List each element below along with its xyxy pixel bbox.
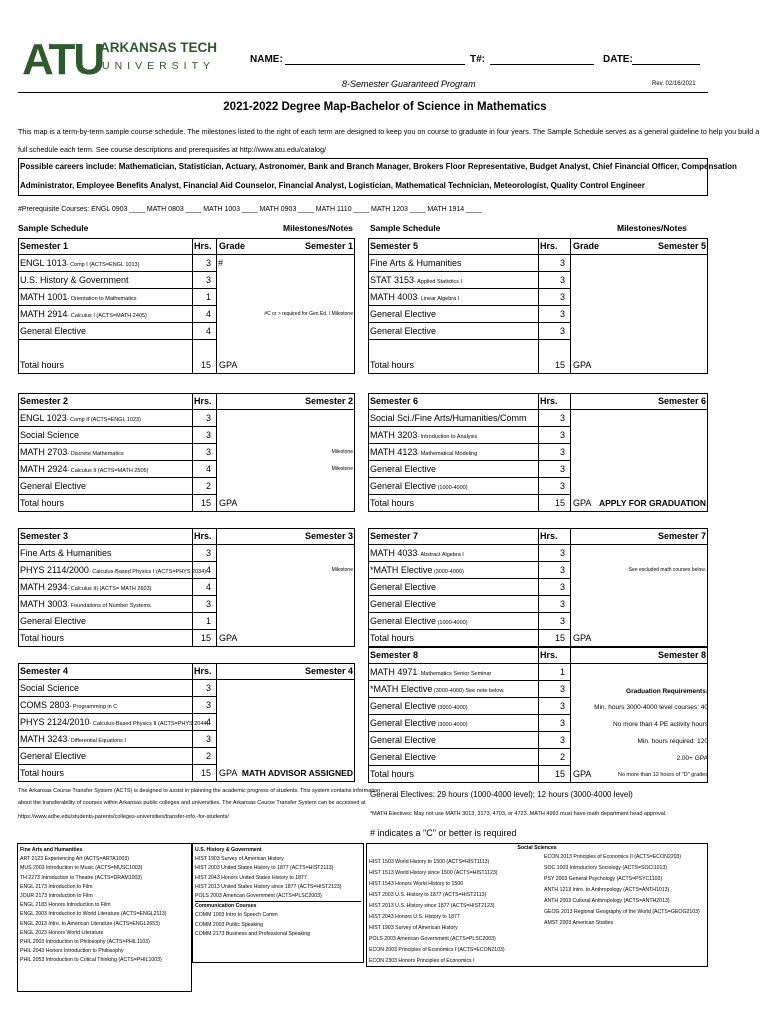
course-hours: 3: [205, 599, 211, 609]
course-code: *MATH Elective: [370, 565, 433, 575]
gpa-label: GPA: [219, 360, 238, 370]
total-hours: 15: [554, 498, 565, 508]
course-code: ENGL 1023: [20, 413, 67, 423]
total-label: Total hours: [370, 633, 415, 643]
list-item: PSY 2003 General Psychology (ACTS=PSYC1103): [544, 876, 663, 882]
course-hours: 3: [205, 734, 211, 744]
list-item: ENGL 2013 Intro. to American Literature (ACTS=ENGL2653): [20, 920, 160, 927]
list-item: ENGL 2183 Honors Introduction to Film: [20, 902, 111, 909]
course-name: [370, 582, 436, 592]
course-code: Social Sci./Fine Arts/Humanities/Comm: [370, 413, 527, 423]
social-sciences-right: [544, 852, 706, 929]
total-hours: 15: [200, 360, 211, 370]
course-code: General Elective: [370, 718, 437, 728]
course-desc: (3000-4000) See note below.: [432, 688, 505, 694]
list-item: HIST 1503 World History to 1500 (ACTS=HIST1113): [369, 859, 490, 865]
course-hours: 3: [559, 430, 565, 440]
divider: [570, 647, 571, 783]
course-name: [370, 447, 477, 457]
total-hours: 15: [200, 498, 211, 508]
milestones-right: Milestones/Notes: [617, 223, 687, 233]
course-hours: 1: [205, 616, 211, 626]
math-electives-note: *MATH Electives: May not use MATH 3013, 3173, 4703, or 4723. MATH 4993 must have math department head approval.: [370, 811, 667, 817]
course-code: MATH 4971: [370, 667, 418, 677]
course-name: [370, 701, 468, 711]
program-label: 8-Semester Guaranteed Program: [342, 79, 476, 89]
name-label: NAME:: [250, 54, 283, 65]
course-code: MATH 1001: [20, 292, 68, 302]
total-hours: 15: [554, 360, 565, 370]
course-hours: 4: [205, 565, 211, 575]
course-grade[interactable]: #: [218, 258, 224, 268]
course-desc: - Calculus-Based Physics I (ACTS=PHYS 2034): [88, 569, 207, 575]
course-desc: - Calculus II (ACTS=MATH 2505): [67, 468, 149, 474]
hrs-header: Hrs.: [194, 241, 212, 251]
course-code: General Elective: [370, 701, 437, 711]
course-name: [370, 616, 468, 626]
list-item: HIST 1543 Honors World History to 1500: [369, 881, 464, 887]
elective-note: See excluded math courses below.: [628, 567, 706, 573]
course-desc: - Foundations of Number Systems: [67, 603, 151, 609]
list-item: COMM 2173 Business and Professional Speaking: [195, 930, 311, 937]
course-name: [20, 326, 86, 336]
course-hours: 3: [559, 718, 565, 728]
course-hours: 3: [559, 701, 565, 711]
course-hours: 3: [559, 309, 565, 319]
grade-header: Grade: [219, 241, 246, 251]
gpa-label: GPA: [573, 769, 592, 779]
list-item: HIST 1513 World History since 1500 (ACTS=HIST1123): [369, 870, 498, 876]
course-hours: 4: [205, 464, 211, 474]
list-item: HIST 2043 Honors United States History to 1877: [195, 874, 307, 881]
date-field[interactable]: [632, 64, 700, 65]
intro-line-2: full schedule each term. See course descriptions and prerequisites at http://www.atu.edu/catalog/: [18, 145, 327, 154]
semester-title-right: Semester 6: [657, 396, 706, 406]
semester-title: Semester 6: [370, 396, 419, 406]
logo-mark: ATU: [22, 35, 104, 84]
semester-title: Semester 4: [20, 666, 69, 676]
course-hours: 3: [559, 616, 565, 626]
course-desc: (3000-4000): [436, 705, 468, 711]
acts-note-1: The Arkansas Course Transfer System (ACTS) is designed to assist in planning the academic progress of students. This system contains information: [18, 788, 381, 794]
total-row: [18, 495, 355, 512]
divider: [570, 238, 571, 374]
course-code: Fine Arts & Humanities: [370, 258, 462, 268]
course-name: [370, 718, 468, 728]
gpa-label: GPA: [573, 360, 592, 370]
course-name: [370, 548, 464, 558]
grad-req-title: Graduation Requirements:: [626, 688, 708, 695]
total-hours: 15: [554, 633, 565, 643]
course-desc: - Programming in C: [69, 704, 118, 710]
total-row: [18, 357, 355, 374]
course-code: General Elective: [370, 309, 437, 319]
course-name: [20, 309, 147, 319]
grad-req-3: Min. hours required: 120: [637, 738, 708, 745]
list-item: SOC 1003 Introductory Sociology (ACTS=SOCI1013): [544, 865, 667, 871]
semester-title: Semester 8: [370, 650, 419, 660]
milestone-note: #C or > required for Gen Ed. / Milestone: [264, 311, 353, 317]
course-code: U.S. History & Government: [20, 275, 129, 285]
course-name: [20, 734, 126, 744]
milestone-note: Milestone: [331, 466, 353, 472]
list-item: ENGL 2003 Introduction to World Literature (ACTS=ENGL2113): [20, 911, 167, 918]
course-code: General Elective: [370, 616, 437, 626]
grad-req-4: 2.00+ GPA: [676, 755, 708, 762]
semester-title: Semester 2: [20, 396, 69, 406]
course-hours: 3: [559, 684, 565, 694]
course-desc: - Linear Algebra I: [417, 296, 460, 302]
course-name: [20, 582, 151, 592]
hrs-header: Hrs.: [194, 666, 212, 676]
total-hours: 15: [200, 633, 211, 643]
c-or-better-note: # indicates a "C" or better is required: [370, 828, 517, 838]
grade-header: Grade: [573, 241, 600, 251]
course-hours: 3: [559, 548, 565, 558]
list-item: MUS 2003 Introduction to Music (ACTS=MUSC1003): [20, 865, 143, 872]
list-item: HIST 2003 U.S. History to 1877 (ACTS=HIST2113): [369, 892, 487, 898]
course-hours: 1: [559, 667, 565, 677]
course-code: ENGL 1013: [20, 258, 67, 268]
course-hours: 4: [205, 309, 211, 319]
course-code: General Elective: [20, 326, 87, 336]
course-hours: 3: [205, 430, 211, 440]
logo-university-name: ARKANSAS TECH: [100, 40, 218, 55]
advisor-milestone: MATH ADVISOR ASSIGNED: [241, 768, 353, 778]
course-hours: 3: [559, 481, 565, 491]
list-item: HIST 1903 Survey of American History: [369, 925, 458, 931]
fine-arts-title: Fine Arts and Humanities: [20, 847, 83, 853]
course-desc: (1000-4000): [436, 620, 468, 626]
list-item: PHIL 2003 Introduction to Philosophy (ACTS=PHIL1103): [20, 939, 150, 946]
list-item: ART 2123 Experiencing Art (ACTS=ARTA1003): [20, 856, 130, 863]
course-code: General Elective: [370, 464, 437, 474]
course-desc: - Abstract Algebra I: [417, 552, 464, 558]
course-hours: 3: [559, 292, 565, 302]
name-field[interactable]: [285, 64, 465, 65]
course-hours: 3: [559, 447, 565, 457]
course-name: [370, 292, 459, 302]
course-code: Fine Arts & Humanities: [20, 548, 112, 558]
course-desc: - Mathematical Modeling: [417, 451, 478, 457]
course-hours: 3: [205, 447, 211, 457]
course-name: [370, 275, 462, 285]
course-hours: 3: [559, 599, 565, 609]
course-desc: - Calculus I (ACTS=MATH 2405): [67, 313, 147, 319]
course-name: [20, 700, 117, 710]
course-code: MATH 2934: [20, 582, 68, 592]
list-item: TH 2273 Introduction to Theatre (ACTS=DRAM1003): [20, 874, 143, 881]
course-hours: 3: [205, 275, 211, 285]
course-name: [370, 464, 436, 474]
acts-link[interactable]: https://www.adhe.edu/students-parents/colleges-universities/transfer-info.-for-students/: [18, 814, 229, 820]
acts-note-2: about the transferability of courses within Arkansas public colleges and universities. The Arkansas Course Transfer System can be accessed at: [18, 800, 366, 806]
course-hours: 3: [559, 258, 565, 268]
course-code: General Elective: [20, 616, 87, 626]
intro-line-1: This map is a term-by-term sample course schedule. The milestones listed to the right of each term are designed to keep you on course to graduate in four years. The Sample Schedule serves as a general guideline to help you build a: [18, 127, 760, 136]
course-hours: 3: [559, 413, 565, 423]
course-desc: - Calculus-Based Physics II (ACTS=PHYS 2044): [89, 721, 209, 727]
list-item: PHIL 2043 Honors Introduction to Philosophy: [20, 948, 124, 955]
graduation-milestone: APPLY FOR GRADUATION: [598, 498, 706, 508]
course-name: [20, 565, 206, 575]
course-name: [20, 683, 79, 693]
page-title: 2021-2022 Degree Map-Bachelor of Science in Mathematics: [223, 101, 547, 113]
course-code: MATH 4003: [370, 292, 418, 302]
semester-title: Semester 3: [20, 531, 69, 541]
course-name: [20, 292, 136, 302]
list-item: GEOG 2013 Regional Geography of the World (ACTS=GEOG2103): [544, 909, 700, 915]
list-item: PHIL 2053 Introduction to Critical Thinking (ACTS=PHIL1003): [20, 957, 162, 964]
course-desc: (1000-4000): [436, 485, 468, 491]
course-code: MATH 3243: [20, 734, 68, 744]
course-name: [20, 413, 141, 423]
course-code: MATH 2703: [20, 447, 68, 457]
course-desc: - Comp I (ACTS=ENGL 1013): [66, 262, 140, 268]
course-code: COMS 2803: [20, 700, 70, 710]
course-code: General Elective: [20, 481, 87, 491]
course-hours: 4: [205, 582, 211, 592]
list-item: POLS 2003 American Government (ACTS=PLSC2003): [195, 893, 322, 900]
course-name: [370, 481, 468, 491]
course-name: [20, 430, 79, 440]
divider: [216, 238, 217, 374]
course-hours: 3: [205, 683, 211, 693]
list-item: ANTH 1213 Intro. to Anthropology (ACTS=ANTH1013): [544, 887, 670, 893]
total-label: Total hours: [370, 769, 415, 779]
semester-title-right: Semester 3: [304, 531, 353, 541]
gpa-label: GPA: [573, 498, 592, 508]
total-hours: 15: [554, 769, 565, 779]
revision-label: Rev. 02/16/2021: [652, 81, 696, 87]
gpa-label: GPA: [219, 498, 238, 508]
course-code: General Elective: [370, 326, 437, 336]
course-desc: - Comp II (ACTS=ENGL 1023): [66, 417, 141, 423]
careers-line-1: Possible careers include: Mathematician, Statistician, Actuary, Astronomer, Bank and Branch Manager, Brokers Floor Representative, Budget Analyst, Chief Financial Officer, Compensation: [20, 162, 737, 171]
gpa-label: GPA: [219, 768, 238, 778]
course-name: [20, 751, 86, 761]
course-hours: 2: [559, 752, 565, 762]
course-code: MATH 4123: [370, 447, 418, 457]
list-item: COMM 2003 Public Speaking: [195, 921, 264, 928]
course-hours: 3: [559, 275, 565, 285]
hrs-header: Hrs.: [194, 531, 212, 541]
fine-arts-list: [17, 843, 192, 992]
total-label: Total hours: [370, 498, 415, 508]
total-label: Total hours: [20, 360, 65, 370]
course-hours: 3: [205, 413, 211, 423]
semester-title-right: Semester 7: [657, 531, 706, 541]
course-name: [370, 565, 464, 575]
careers-line-2: Administrator, Employee Benefits Analyst, Financial Aid Counselor, Financial Analyst, Logistician, Mathematical Technician, Meteorologist, Quality Control Engineer: [20, 181, 645, 190]
hrs-header: Hrs.: [540, 241, 558, 251]
list-item: ECON 2003 Principles of Economics I (ACTS=ECON2103): [369, 947, 505, 953]
list-item: POLS 2003 American Government (ACTS=PLSC2003): [369, 936, 496, 942]
course-name: [20, 599, 151, 609]
gpa-label: GPA: [573, 633, 592, 643]
course-name: [20, 447, 124, 457]
total-label: Total hours: [20, 633, 65, 643]
sample-schedule-left: Sample Schedule: [18, 223, 89, 233]
gpa-label: GPA: [219, 633, 238, 643]
course-code: MATH 2914: [20, 309, 68, 319]
list-item: HIST 2003 United States History to 1877 (ACTS=HIST2113): [195, 865, 334, 872]
semester-title-right: Semester 8: [657, 650, 706, 660]
course-code: PHYS 2114/2000: [20, 565, 89, 575]
course-name: [370, 599, 436, 609]
course-name: [20, 464, 148, 474]
hrs-header: Hrs.: [540, 396, 558, 406]
us-history-title: U.S. History & Government: [195, 847, 262, 853]
hrs-header: Hrs.: [540, 650, 558, 660]
social-sciences-left: [369, 857, 539, 967]
course-code: General Elective: [370, 481, 437, 491]
grad-req-1: Min. hours 3000-4000 level courses: 40: [594, 704, 708, 711]
course-code: Social Science: [20, 430, 80, 440]
course-hours: 3: [559, 582, 565, 592]
course-desc: (3000-4000): [436, 722, 468, 728]
list-item: JOUR 2173 Introduction to Film: [20, 893, 93, 900]
course-name: [20, 258, 139, 268]
course-code: PHYS 2124/2010: [20, 717, 90, 727]
course-hours: 3: [205, 258, 211, 268]
course-desc: - Differential Equations I: [67, 738, 126, 744]
date-label: DATE:: [603, 54, 633, 65]
course-desc: - Mathematics Senior Seminar: [417, 671, 492, 677]
semester-title: Semester 1: [20, 241, 69, 251]
list-item: HIST 2013 U.S. History since 1877 (ACTS=HIST2123): [369, 903, 495, 909]
course-name: [370, 667, 491, 677]
list-item: AMST 2003 American Studies: [544, 920, 614, 926]
course-name: [370, 258, 462, 268]
course-code: STAT 3153: [370, 275, 415, 285]
list-item: HIST 2043 Honors U.S. History to 1877: [369, 914, 460, 920]
gen-electives-note: General Electives: 29 hours (1000-4000 level); 12 hours (3000-4000 level): [370, 790, 633, 799]
list-item: ECON 2303 Honors Principles of Economics I: [369, 958, 475, 964]
course-hours: 4: [205, 326, 211, 336]
hrs-header: Hrs.: [194, 396, 212, 406]
course-desc: (3000-4000): [432, 569, 464, 575]
logo-university-sub: UNIVERSITY: [102, 60, 216, 72]
course-hours: 3: [559, 326, 565, 336]
course-hours: 3: [559, 735, 565, 745]
semester-title-right: Semester 2: [304, 396, 353, 406]
course-name: [20, 548, 112, 558]
list-item: COMM 1003 Intro to Speech Comm: [195, 912, 278, 919]
course-hours: 3: [559, 565, 565, 575]
semester-title-right: Semester 1: [304, 241, 353, 251]
total-label: Total hours: [370, 360, 415, 370]
semester-title-right: Semester 4: [304, 666, 353, 676]
course-desc: - Calculus III (ACTS= MATH 2603): [67, 586, 152, 592]
course-code: MATH 2924: [20, 464, 68, 474]
grad-req-5: No more than 12 hours of "D" grades: [617, 772, 708, 778]
course-code: MATH 4033: [370, 548, 418, 558]
course-name: [370, 309, 436, 319]
course-code: General Elective: [370, 582, 437, 592]
course-hours: 2: [205, 481, 211, 491]
course-hours: 1: [205, 292, 211, 302]
tnumber-label: T#:: [470, 54, 485, 65]
list-item: ENGL 2023 Honors World Literature: [20, 929, 104, 936]
course-hours: 3: [559, 464, 565, 474]
hrs-header: Hrs.: [540, 531, 558, 541]
course-hours: 3: [205, 700, 211, 710]
total-label: Total hours: [20, 498, 65, 508]
total-label: Total hours: [20, 768, 65, 778]
us-history-list: [192, 843, 364, 963]
course-name: [20, 275, 129, 285]
course-name: [20, 616, 86, 626]
course-hours: 4: [205, 717, 211, 727]
course-code: General Elective: [20, 751, 87, 761]
milestone-note: Milestone: [331, 567, 353, 573]
list-item: ANTH 2003 Cultural Anthropology (ACTS=ANTH2013): [544, 898, 670, 904]
course-desc: - Discrete Mathematics: [67, 451, 124, 457]
course-name: [20, 717, 208, 727]
semester-title-right: Semester 5: [657, 241, 706, 251]
course-desc: - Introduction to Analysis: [417, 434, 478, 440]
prerequisite-line: #Prerequisite Courses: ENGL 0903 ____ MATH 0803 ____ MATH 1003 ____ MATH 0903 ____ MATH 1110 ____ MATH 1203 ____ MATH 1914 ____: [18, 206, 482, 213]
course-desc: - Applied Statistics I: [414, 279, 463, 285]
course-hours: 3: [205, 548, 211, 558]
tnumber-field[interactable]: [490, 64, 594, 65]
course-code: MATH 3003: [20, 599, 68, 609]
course-name: [370, 413, 527, 423]
list-item: ECON 2013 Principles of Economics II (ACTS=ECON2203): [544, 854, 682, 860]
milestones-left: Milestones/Notes: [283, 223, 353, 233]
list-item: HIST 2013 United States History since 1877 (ACTS=HIST2123): [195, 883, 342, 890]
semester-title: Semester 7: [370, 531, 419, 541]
list-item: ENGL 2173 Introduction to Film: [20, 883, 93, 890]
course-name: [370, 735, 436, 745]
sample-schedule-right: Sample Schedule: [370, 223, 441, 233]
course-code: General Elective: [370, 735, 437, 745]
course-hours: 2: [205, 751, 211, 761]
course-name: [370, 684, 505, 694]
milestone-note: Milestone: [331, 449, 353, 455]
course-code: MATH 3203: [370, 430, 418, 440]
course-desc: - Orientation to Mathematics: [67, 296, 137, 302]
semester-title: Semester 5: [370, 241, 419, 251]
course-code: General Elective: [370, 752, 437, 762]
atu-logo: [22, 35, 218, 86]
total-hours: 15: [200, 768, 211, 778]
course-name: [370, 752, 436, 762]
course-code: Social Science: [20, 683, 80, 693]
course-name: [370, 326, 436, 336]
grad-req-2: No more than 4 PE activity hours: [612, 721, 708, 728]
total-row: [18, 630, 355, 647]
list-item: HIST 1903 Survey of American History: [195, 856, 284, 863]
course-name: [370, 430, 477, 440]
course-code: *MATH Elective: [370, 684, 433, 694]
header-divider: [18, 92, 708, 93]
course-code: General Elective: [370, 599, 437, 609]
social-sciences-title: Social Sciences: [517, 845, 557, 851]
communication-title: Communication Courses: [195, 901, 361, 911]
course-name: [20, 481, 86, 491]
